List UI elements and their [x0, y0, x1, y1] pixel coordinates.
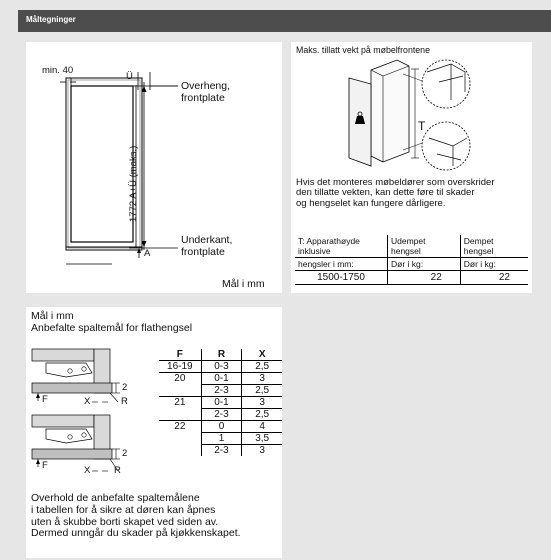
gap-cell: 1 [201, 433, 242, 445]
gap-cell [159, 433, 201, 445]
gap-table [159, 349, 282, 456]
damped-weight-cell: 22 [460, 271, 528, 285]
gap-cell: 3 [242, 373, 282, 385]
gap-cell: 0 [201, 421, 242, 433]
height-column-header: T: Apparathøyde inklusive [295, 235, 388, 258]
gap-cell: 2,5 [242, 409, 282, 421]
header-title: Måltegninger [26, 15, 76, 24]
gap-cell: 22 [174, 421, 186, 433]
cabinet-dimension-drawing [26, 42, 282, 293]
gap-cell: 0-3 [201, 361, 242, 373]
gap-subtitle: Anbefalte spaltemål for flathengsel [31, 322, 193, 334]
gap-cell: 2-3 [201, 385, 242, 397]
gap-cell [159, 445, 201, 457]
r-label-upper: R [121, 396, 128, 407]
gap-cell: 2,5 [242, 361, 282, 373]
dimension-drawing-panel [26, 42, 282, 293]
gap-cell: 20 [174, 373, 186, 385]
gap-cell [159, 409, 201, 421]
gap-dimensions-panel [26, 307, 282, 558]
gap-header-r: R [201, 349, 242, 361]
gap-cell: 3 [242, 445, 282, 457]
undamped-subheader: Dør i kg: [388, 258, 461, 271]
max-weight-panel [291, 42, 532, 293]
lower-edge-label: Underkant, frontplate [181, 234, 233, 259]
overweight-warning: Hvis det monteres møbeldører som overskrider den tillatte vekten, kan dette føre til skader og hengselet kan fungere dårligere. [296, 177, 495, 209]
height-dimension-label: 1772 A+Ü (maks.) [128, 145, 139, 222]
unit-label: Mål i mm [222, 278, 265, 290]
max-weight-title: Maks. tillatt vekt på møbelfrontene [296, 45, 430, 55]
gap-cell [159, 385, 201, 397]
gap-cell: 0-1 [201, 373, 242, 385]
gap-cell: 2-3 [201, 409, 242, 421]
gap-cell: 3 [242, 397, 282, 409]
gap-cell: 4 [242, 421, 282, 433]
gap-unit-label: Mål i mm [31, 310, 74, 322]
undamped-hinge-header: Udempet hengsel [388, 235, 461, 258]
min-clearance-label: min. 40 [42, 65, 74, 76]
height-range-cell: 1500-1750 [295, 271, 388, 285]
overhang-u-label: Ü [126, 71, 133, 82]
max-weight-table [295, 235, 528, 285]
gap-cell: 3,5 [242, 433, 282, 445]
damped-subheader: Dør i kg: [460, 258, 528, 271]
height-column-subheader: hengsler i mm: [295, 258, 388, 271]
gap-header-f: F [159, 349, 201, 361]
a-label: A [144, 248, 151, 259]
gap-note: Overhold de anbefalte spaltemålene i tabellen for å sikre at døren kan åpnes uten å skubbe borti skapet ved siden av. Dermed unngår du skader på kjøkkenskapet. [31, 492, 241, 540]
gap-cell: 2-3 [201, 445, 242, 457]
t-dimension-label: T [418, 119, 426, 133]
overhang-label: Overheng, frontplate [181, 80, 231, 105]
damped-hinge-header: Dempet hengsel [460, 235, 528, 258]
gap-cell: 16-19 [159, 361, 201, 373]
r-label-lower: R [114, 465, 121, 476]
gap-cell: 2,5 [242, 385, 282, 397]
x-label-lower: X [84, 465, 91, 476]
gap-cell: 21 [174, 397, 186, 409]
gap-two-label-lower: 2 [122, 448, 128, 459]
x-label-upper: X [84, 396, 91, 407]
gap-header-x: X [242, 349, 282, 361]
header-bar [18, 10, 551, 32]
f-label-lower: F [42, 460, 48, 471]
gap-cell: 0-1 [201, 397, 242, 409]
undamped-weight-cell: 22 [388, 271, 461, 285]
f-label-upper: F [42, 394, 48, 405]
gap-two-label-upper: 2 [122, 382, 128, 393]
